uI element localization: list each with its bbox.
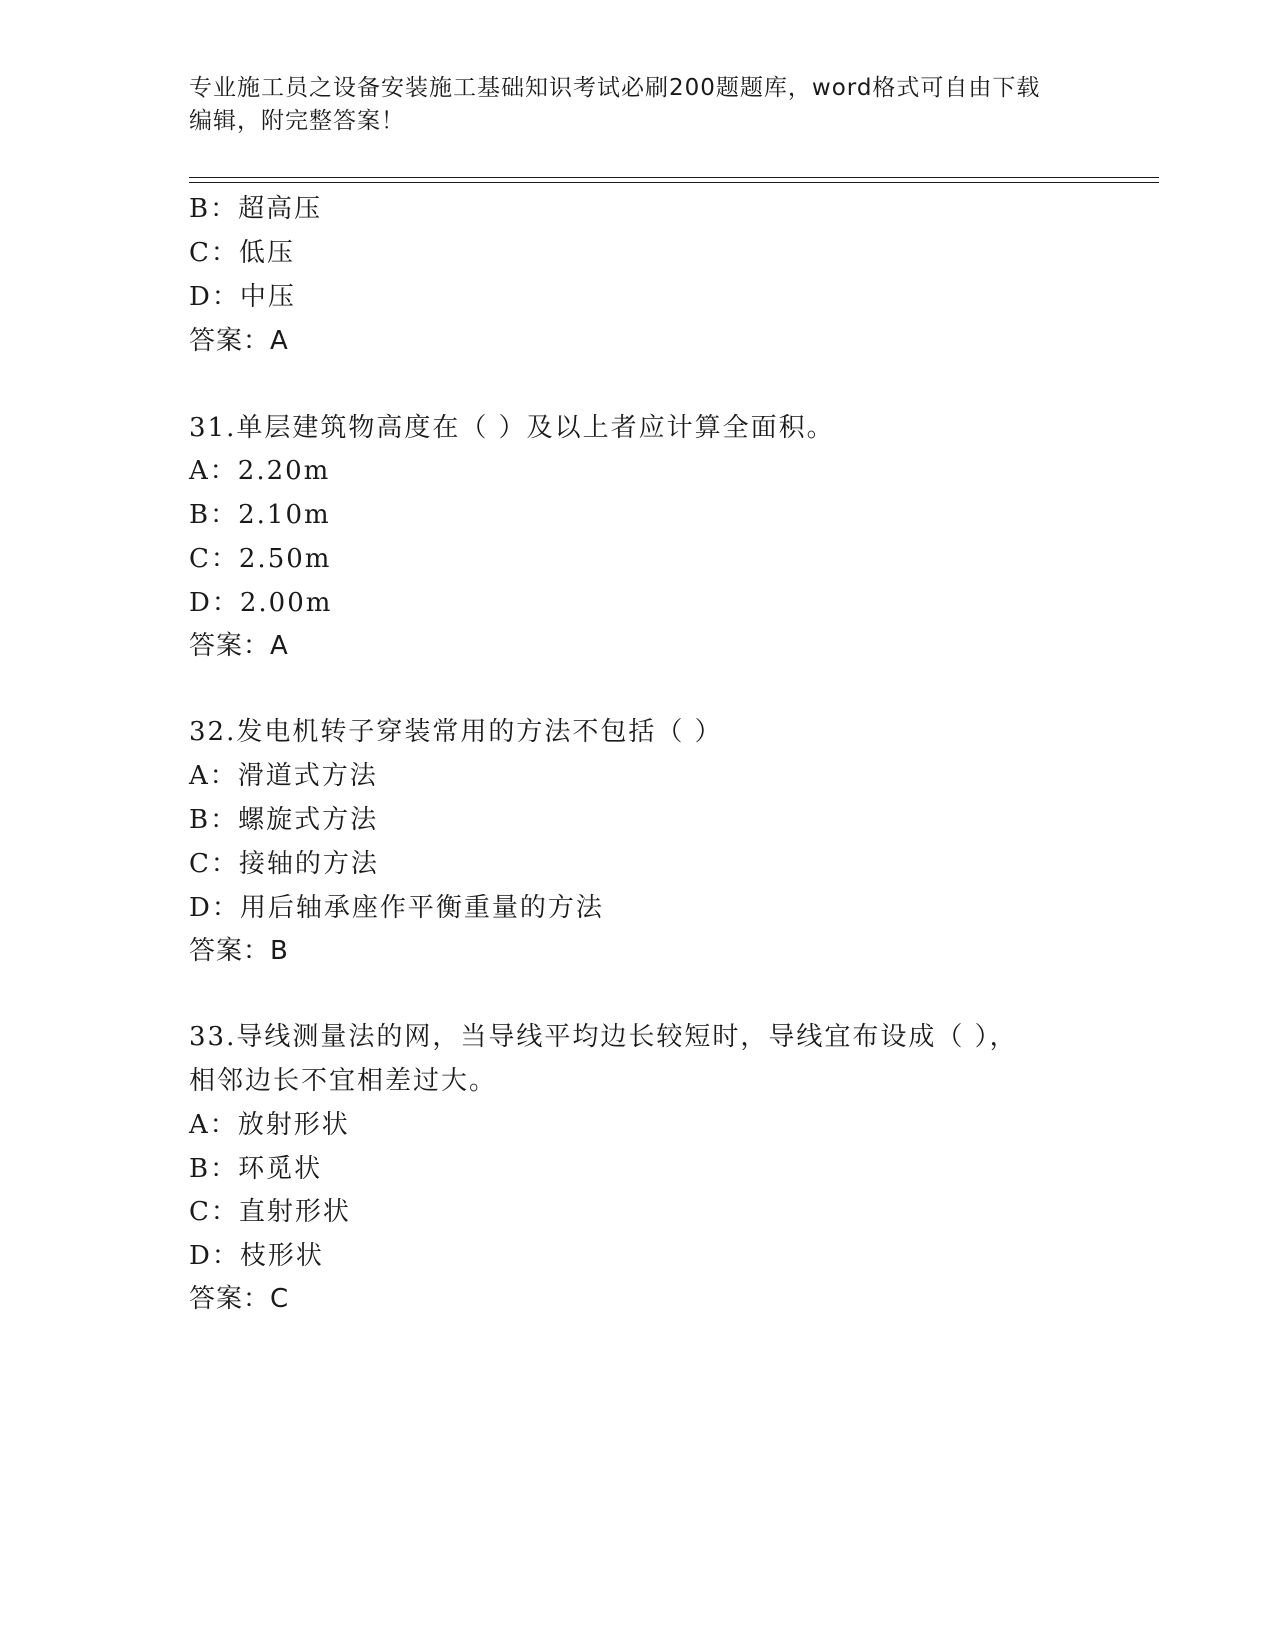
question-31-option-d: D：2.00m — [189, 588, 333, 618]
prev-option-c: C：低压 — [189, 238, 295, 268]
question-33-stem-line-1: 33.导线测量法的网，当导线平均边长较短时，导线宜布设成（ ）， — [189, 1022, 1018, 1052]
header-title-line-2: 编辑，附完整答案！ — [189, 108, 405, 134]
question-32-option-b: B：螺旋式方法 — [189, 805, 379, 835]
question-33-option-c: C：直射形状 — [189, 1197, 351, 1227]
question-31-option-b: B：2.10m — [189, 500, 331, 530]
question-33-option-b: B：环觅状 — [189, 1154, 323, 1184]
header-rule-top — [189, 177, 1159, 178]
question-31-option-a: A：2.20m — [189, 456, 331, 486]
prev-option-b: B：超高压 — [189, 194, 323, 224]
header-title-line-1: 专业施工员之设备安装施工基础知识考试必刷200题题库，word格式可自由下载 — [189, 75, 1041, 101]
question-33-option-d: D：枝形状 — [189, 1241, 324, 1271]
question-32-option-d: D：用后轴承座作平衡重量的方法 — [189, 893, 604, 923]
question-32-option-a: A：滑道式方法 — [189, 761, 378, 791]
question-33-answer: 答案：C — [189, 1284, 290, 1314]
question-32-answer: 答案：B — [189, 936, 289, 966]
question-32-stem: 32.发电机转子穿装常用的方法不包括（ ） — [189, 717, 723, 747]
prev-answer: 答案：A — [189, 326, 289, 356]
document-header — [189, 72, 1089, 138]
question-31-stem: 31.单层建筑物高度在（ ）及以上者应计算全面积。 — [189, 413, 835, 443]
question-33-option-a: A：放射形状 — [189, 1110, 350, 1140]
question-31-option-c: C：2.50m — [189, 544, 332, 574]
header-rule-bottom — [189, 182, 1159, 183]
question-33-stem-line-2: 相邻边长不宜相差过大。 — [189, 1066, 498, 1096]
prev-option-d: D：中压 — [189, 282, 296, 312]
question-31-answer: 答案：A — [189, 631, 289, 661]
question-32-option-c: C：接轴的方法 — [189, 849, 379, 879]
